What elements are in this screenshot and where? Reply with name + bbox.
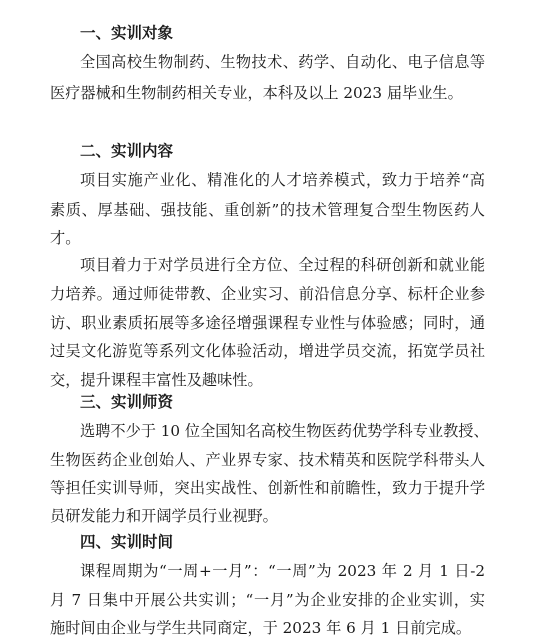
paragraph-line: 生物医药企业创始人、产业界专家、技术精英和医院学科带头人 xyxy=(50,451,485,469)
paragraph-line: 医疗器械和生物制药相关专业，本科及以上 2023 届毕业生。 xyxy=(50,84,463,102)
paragraph-line: 选聘不少于 10 位全国知名高校生物医药优势学科专业教授、 xyxy=(80,422,489,440)
paragraph-line: 月 7 日集中开展公共实训；“一月”为企业安排的企业实训，实 xyxy=(50,591,485,609)
paragraph-line: 课程周期为“一周+一月”：“一周”为 2023 年 2 月 1 日-2 xyxy=(80,562,485,580)
paragraph-line: 过吴文化游览等系列文化体验活动，增进学员交流，拓宽学员社 xyxy=(50,342,485,360)
paragraph-line: 全国高校生物制药、生物技术、药学、自动化、电子信息等 xyxy=(80,53,485,71)
section-heading-training-content: 二、实训内容 xyxy=(80,142,174,160)
paragraph-line: 等担任实训导师，突出实战性、创新性和前瞻性，致力于提升学 xyxy=(50,479,485,497)
paragraph-line: 素质、厚基础、强技能、重创新”的技术管理复合型生物医药人 xyxy=(50,201,485,219)
paragraph-line: 交，提升课程丰富性及趣味性。 xyxy=(50,371,263,389)
paragraph-line: 员研发能力和开阔学员行业视野。 xyxy=(50,507,278,525)
paragraph-line: 力培养。通过师徒带教、企业实习、前沿信息分享、标杆企业参 xyxy=(50,285,485,303)
section-heading-training-time: 四、实训时间 xyxy=(80,533,174,551)
paragraph-line: 项目实施产业化、精准化的人才培养模式，致力于培养“高 xyxy=(80,171,485,189)
paragraph-line: 才。 xyxy=(50,229,81,247)
paragraph-line: 访、职业素质拓展等多途径增强课程专业性与体验感；同时，通 xyxy=(50,314,485,332)
paragraph-line: 施时间由企业与学生共同商定，于 2023 年 6 月 1 日前完成。 xyxy=(50,619,472,637)
paragraph-line: 项目着力于对学员进行全方位、全过程的科研创新和就业能 xyxy=(80,256,485,274)
section-heading-training-target: 一、实训对象 xyxy=(80,24,174,42)
section-heading-training-faculty: 三、实训师资 xyxy=(80,393,174,411)
